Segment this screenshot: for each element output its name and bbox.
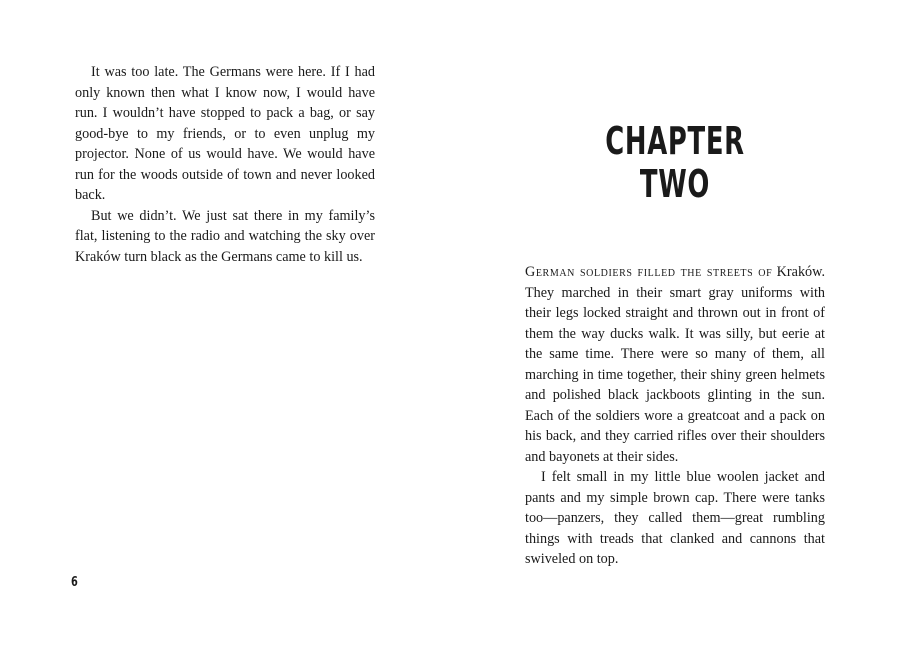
paragraph bbox=[525, 262, 825, 467]
paragraph: It was too late. The Germans were here. If I had only known then what I know now, I would have run. I wouldn’t have stopped to pack a bag, or say good-bye to my friends, or to even unplug my projector. None of us would have. We would have run for the woods outside of town and never looked back. bbox=[75, 64, 375, 203]
paragraph: But we didn’t. We just sat there in my family’s flat, listening to the radio and watching the sky over Kraków turn black as the Germans came to kill us. bbox=[75, 207, 375, 265]
left-page-text bbox=[75, 62, 375, 267]
paragraph-text: Kraków. They marched in their smart gray uniforms with their legs locked straight and thrown out in front of them the way ducks walk. It was silly, but eerie at the same time. There were so many of them, all marching in time together, their shiny green helmets and polished black jackboots glinting in the sun. Each of the soldiers wore a greatcoat and a pack on his back, and they carried rifles over their shoulders and bayonets at their sides. bbox=[525, 264, 825, 465]
page-number: 6 bbox=[71, 575, 78, 590]
chapter-title-line: TWO bbox=[639, 162, 711, 206]
chapter-title-line: CHAPTER bbox=[605, 119, 745, 163]
lead-in-smallcaps: German soldiers filled the streets of bbox=[525, 264, 773, 280]
paragraph: I felt small in my little blue woolen jacket and pants and my simple brown cap. There were tanks too—panzers, they called them—great rumbling things with treads that clanked and cannons that swiveled on top. bbox=[525, 469, 825, 567]
right-page-text bbox=[525, 262, 825, 570]
right-page bbox=[450, 0, 900, 654]
chapter-title bbox=[522, 120, 828, 206]
